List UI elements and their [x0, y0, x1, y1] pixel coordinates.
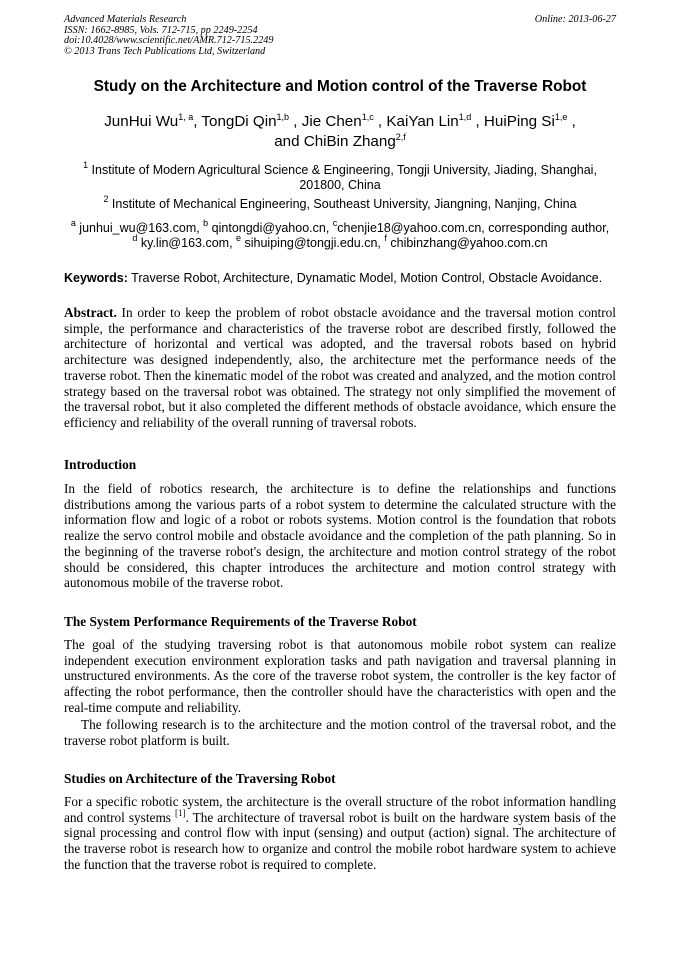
affiliation-2	[64, 194, 616, 212]
email-b: qintongdi@yahoo.cn,	[208, 221, 333, 235]
email-superscript: a	[70, 218, 76, 228]
online-date: Online: 2013-06-27	[534, 14, 616, 25]
author-superscript: 1,e	[554, 112, 568, 122]
email-superscript: f	[384, 233, 387, 243]
affiliation-text: Institute of Modern Agricultural Science & Engineering, Tongji University, Jiading, Shanghai, 201800, China	[88, 163, 597, 192]
email-e: sihuiping@tongji.edu.cn,	[241, 236, 385, 250]
affiliation-number: 2	[103, 194, 109, 204]
requirements-paragraph-1: The goal of the studying traversing robot is that autonomous mobile robot system can realize independent execution environment exploration tasks and path navigation and traversal planning in unstructured environments. As the core of the traverse robot system, the controller is the key factor of affecting the robot performance, then the controller should have the characteristics with open and the real-time compute and reliability.	[64, 637, 616, 715]
author-superscript: 1,d	[458, 112, 472, 122]
author-name: TongDi Qin	[201, 113, 277, 130]
author-name: JunHui Wu	[104, 113, 179, 130]
author-superscript: 2,f	[395, 132, 406, 142]
journal-name: Advanced Materials Research	[64, 14, 187, 25]
author-separator: ,	[471, 113, 484, 130]
architecture-paragraph	[64, 794, 616, 873]
author-list	[64, 112, 616, 152]
email-d: ky.lin@163.com,	[137, 236, 237, 250]
email-superscript: b	[203, 218, 209, 228]
header-meta	[64, 15, 616, 57]
author-separator: ,	[289, 113, 302, 130]
email-f: chibinzhang@yahoo.com.cn	[386, 236, 548, 250]
issn: ISSN: 1662-8985, Vols. 712-715, pp 2249-2254	[64, 24, 258, 36]
author-superscript: 1,c	[361, 112, 374, 122]
author-name: Jie Chen	[301, 113, 362, 130]
doi: doi:10.4028/www.scientific.net/AMR.712-715.2249	[64, 35, 274, 47]
abstract-label: Abstract.	[64, 305, 117, 320]
affiliation-text: Institute of Mechanical Engineering, Southeast University, Jiangning, Nanjing, China	[108, 197, 577, 211]
section-heading-introduction: Introduction	[64, 457, 137, 472]
author-name: and ChiBin Zhang	[274, 133, 396, 150]
author-separator: ,	[567, 113, 576, 130]
email-a: junhui_wu@163.com,	[75, 221, 204, 235]
keywords-label: Keywords:	[64, 271, 128, 285]
abstract	[64, 305, 616, 431]
abstract-text: In order to keep the problem of robot obstacle avoidance and the traversal motion control simple, the performance and characteristics of the traverse robot are described firstly, followed the architecture of horizontal and vertical was adopted, and the traversal robots based on hybrid architecture was designed independently, also, the architecture met the performance needs of the traverse robot. Then the kinematic model of the robot was created and analyzed, and the motion control strategy based on the traversal robot was obtained. The strategy not only simplified the movement of the traversal robot, but it also completed the different methods of obstacle avoidance, which ensure the efficiency and reliability of the overall running of traversal robots.	[64, 305, 616, 430]
email-list	[64, 218, 616, 251]
introduction-paragraph: In the field of robotics research, the architecture is to define the relationships and functions distributions among the various parts of a robot system to determine the calculated structure with the information flow and logic of a robot or robots systems. Motion control is the foundation that robots realize the servo control mobile and obstacle avoidance and the completion of the path planning. So in the beginning of the traverse robot's design, the architecture and motion control strategy of the robot should be considered, this chapter introduces the architecture and motion control strategy with autonomous mobile of the traverse robot.	[64, 481, 616, 591]
author-name: HuiPing Si	[483, 113, 555, 130]
author-name: KaiYan Lin	[386, 113, 459, 130]
author-separator: ,	[193, 113, 202, 130]
copyright: © 2013 Trans Tech Publications Ltd, Switzerland	[64, 45, 266, 57]
author-separator: ,	[373, 113, 387, 130]
section-heading-architecture: Studies on Architecture of the Traversing Robot	[64, 771, 336, 786]
architecture-text-pre: For a specific robotic system, the architecture is the overall structure of the robot information handling and control systems	[64, 794, 616, 825]
architecture-text-post: . The architecture of traversal robot is built on the hardware system basis of the signal processing and control flow with input (sensing) and output (action) signal. The architecture of the traverse robot is research how to organize and control the mobile robot hardware system to achieve the function that the traverse robot is required to complete.	[64, 809, 617, 872]
affiliation-number: 1	[83, 160, 89, 170]
email-superscript: d	[132, 233, 138, 243]
email-superscript: e	[236, 233, 242, 243]
citation-ref[interactable]: [1]	[174, 807, 186, 818]
section-heading-requirements: The System Performance Requirements of the Traverse Robot	[64, 614, 417, 629]
affiliation-1	[64, 160, 616, 193]
keywords-text: Traverse Robot, Architecture, Dynamatic Model, Motion Control, Obstacle Avoidance.	[127, 271, 603, 285]
author-superscript: 1,b	[276, 112, 290, 122]
author-superscript: 1, a	[178, 112, 194, 122]
requirements-paragraph-2: The following research is to the architecture and the motion control of the traversal robot, and the traverse robot platform is built.	[64, 717, 616, 748]
keywords	[64, 271, 616, 285]
email-superscript: c	[332, 218, 338, 228]
email-c: chenjie18@yahoo.com.cn, corresponding author,	[337, 221, 610, 235]
paper-title: Study on the Architecture and Motion control of the Traverse Robot	[93, 78, 587, 95]
